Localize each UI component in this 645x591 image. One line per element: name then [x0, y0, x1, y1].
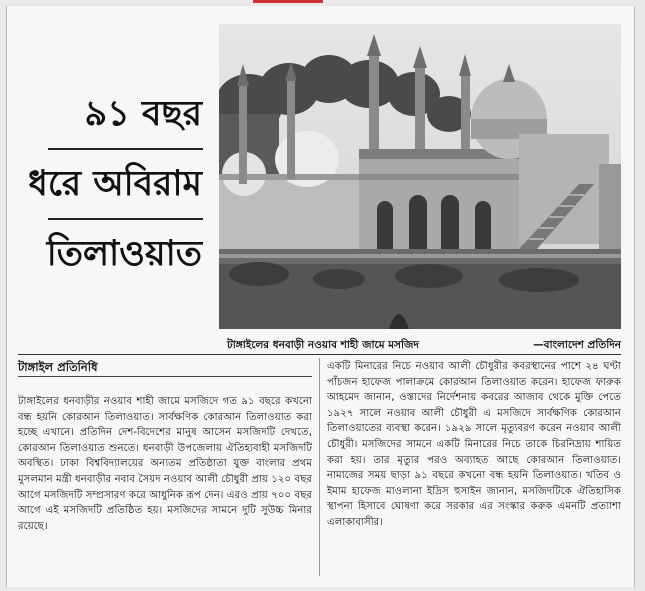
byline-rule [18, 376, 312, 377]
column-divider [319, 358, 320, 576]
headline [18, 92, 214, 136]
headline-part-2 [18, 162, 214, 206]
headline-rule-2 [48, 218, 203, 220]
headline-line-3: তিলাওয়াত [46, 234, 202, 274]
headline-line-1: ৯১ বছর [84, 94, 202, 134]
top-color-mark [253, 0, 323, 3]
headline-rule-1 [48, 148, 203, 150]
caption-text: টাঙ্গাইলের ধনবাড়ী নওয়াব শাহী জামে মসজিদ [227, 339, 419, 351]
article-column-2: একটি মিনারের নিচে নওয়াব আলী চৌধুরীর কবরস্থানের পাশে ২৪ ঘণ্টা পাঁচজন হাফেজ পালাক্রমে কোরআন তিলাওয়াত করেন। হাফেজ ফারুক আহমেদ জানান, ওস্তাদের নির্দেশনায় কবরের আজাব থেকে মুক্তি পেতে ১৯২৭ সালে নওয়াব আলী চৌধুরী এ মসজিদে সার্বক্ষণিক কোরআন তিলাওয়াতের ব্যবস্থা করেন। ১৯২৯ সালে মৃত্যুবরণ করেন নওয়াব আলী চৌধুরী। মসজিদের সামনে একটি মিনারের নিচে তাকে চিরনিদ্রায় শায়িত করা হয়। তার মৃত্যুর পরও অব্যাহত আছে কোরআন তিলাওয়াত। নামাজের সময় ছাড়া ৯১ বছরে কখনো বন্ধ হয়নি তিলাওয়াত। খতিব ও ইমাম হাফেজ মাওলানা ইদ্রিস হুসাইন জানান, মসজিদটিকে ঐতিহাসিক স্থাপনা হিসাবে ঘোষণা করে সরকার এর সংস্কার করুক এমনটি প্রত্যাশা এলাকাবাসীর। [327, 361, 621, 528]
photo-credit: —বাংলাদেশ প্রতিদিন [533, 339, 621, 351]
mosque-illustration [219, 24, 621, 329]
headline-part-3 [18, 232, 214, 276]
caption-divider [18, 354, 621, 355]
mosque-photo [219, 24, 621, 329]
article-column-1: টাঙ্গাইলের ধনবাড়ীর নওয়াব শাহী জামে মসজিদে গত ৯১ বছরে কখনো বন্ধ হয়নি কোরআন তিলাওয়াত। সার্বক্ষণিক কোরআন তিলাওয়াত করা হচ্ছে এখানে। প্রতিদিন দেশ-বিদেশের মানুষ আসেন মসজিদটি দেখতে, কোরআন তিলাওয়াত শুনতে। ধনবাড়ী উপজেলায় ঐতিহ্যবাহী মসজিদটি অবস্থিত। ঢাকা বিশ্ববিদ্যালয়ের অন্যতম প্রতিষ্ঠাতা যুক্ত বাংলার প্রথম মুসলমান মন্ত্রী ধনবাড়ীর নবাব সৈয়দ নওয়াব আলী চৌধুরী প্রায় ১২০ বছর আগে মসজিদটি সম্প্রসারণ করে আধুনিক রূপ দেন। এরও প্রায় ৭০০ বছর আগে এই মসজিদটি প্রতিষ্ঠিত হয়। মসজিদের সামনে দুটি সুউচ্চ মিনার রয়েছে। [18, 396, 312, 532]
headline-line-2: ধরে অবিরাম [28, 164, 202, 204]
byline: টাঙ্গাইল প্রতিনিধি [18, 360, 98, 374]
